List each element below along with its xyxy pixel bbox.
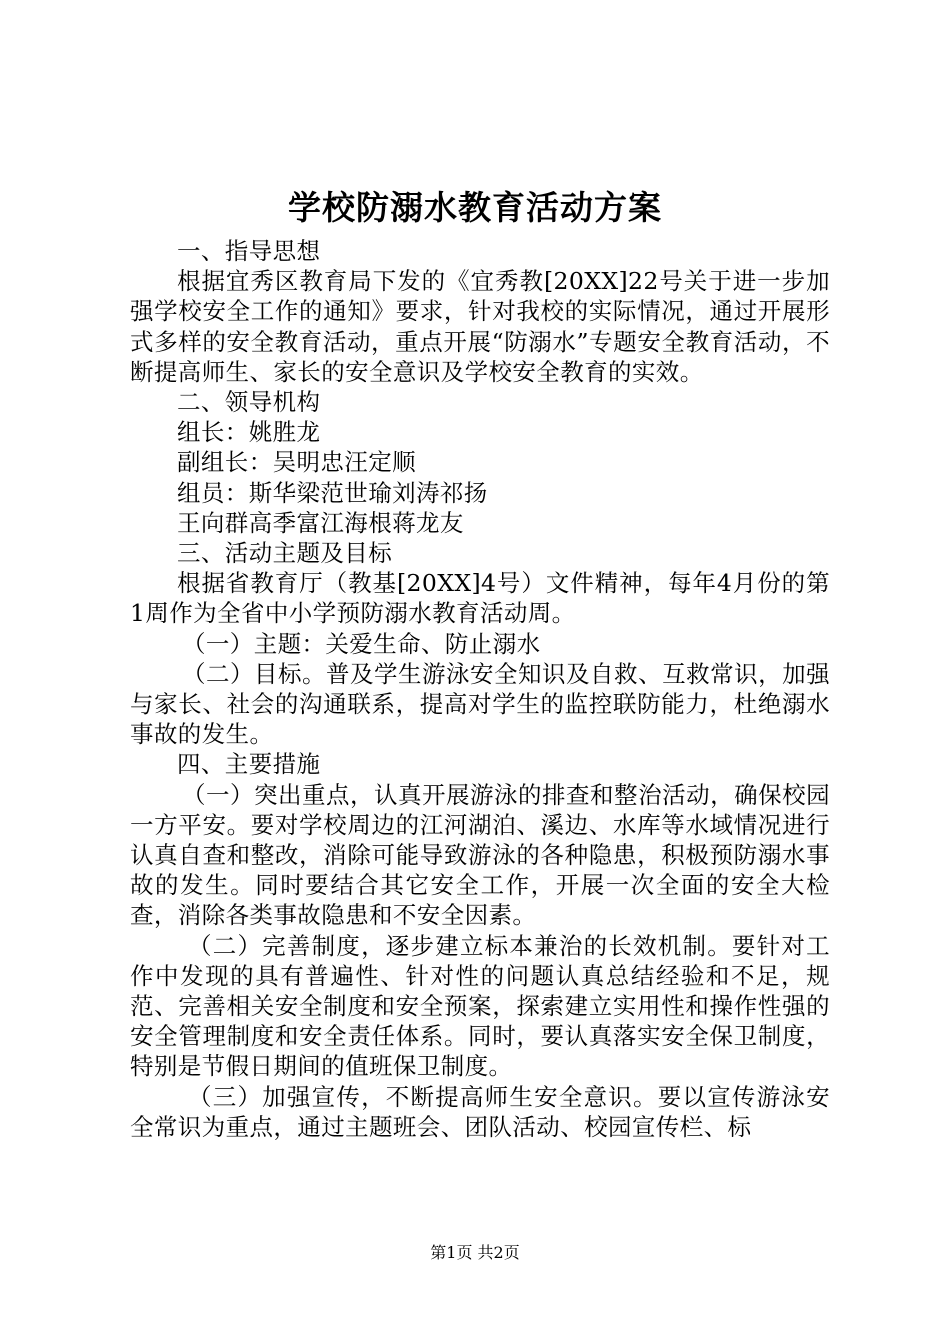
section-heading-leadership: 二、领导机构 (177, 388, 321, 417)
members-line-continued: 王向群高季富江海根蒋龙友 (177, 508, 464, 537)
section-heading-theme-goals: 三、活动主题及目标 (177, 539, 393, 568)
section-heading-guiding-ideology: 一、指导思想 (177, 237, 321, 265)
paragraph-guiding-ideology: 根据宜秀区教育局下发的《宜秀教[20XX]22号关于进一步加强学校安全工作的通知》要求，针对我校的实际情况，通过开展形式多样的安全教育活动，重点开展“防溺水”专题安全教育活动，不断提高师生、家长的安全意识及学校安全教育的实效。 (130, 267, 830, 386)
leader-line: 组长：姚胜龙 (177, 418, 321, 447)
document-body (130, 236, 830, 1142)
paragraph-theme-basis: 根据省教育厅（教基[20XX]4号）文件精神，每年4月份的第1周作为全省中小学预防溺水教育活动周。 (130, 569, 830, 628)
paragraph-measure-3: （三）加强宣传，不断提高师生安全意识。要以宣传游泳安全常识为重点，通过主题班会、团队活动、校园宣传栏、标 (130, 1082, 830, 1141)
paragraph-measure-1: （一）突出重点，认真开展游泳的排查和整治活动，确保校园一方平安。要对学校周边的江河湖泊、溪边、水库等水域情况进行认真自查和整改，消除可能导致游泳的各种隐患，积极预防溺水事故的发生。同时要结合其它安全工作，开展一次全面的安全大检查，消除各类事故隐患和不安全因素。 (130, 780, 830, 930)
paragraph-goals: （二）目标。普及学生游泳安全知识及自救、互救常识，加强与家长、社会的沟通联系，提高对学生的监控联防能力，杜绝溺水事故的发生。 (130, 659, 830, 749)
paragraph-theme: （一）主题：关爱生命、防止溺水 (182, 629, 541, 658)
section-heading-measures: 四、主要措施 (177, 750, 321, 779)
page-footer: 第1页 共2页 (430, 1243, 520, 1262)
members-line: 组员：斯华梁范世瑜刘涛祁扬 (177, 478, 488, 507)
deputy-leader-line: 副组长：吴明忠汪定顺 (177, 448, 416, 477)
document-title: 学校防溺水教育活动方案 (288, 188, 662, 227)
paragraph-measure-2: （二）完善制度，逐步建立标本兼治的长效机制。要针对工作中发现的具有普遍性、针对性的问题认真总结经验和不足，规范、完善相关安全制度和安全预案，探索建立实用性和操作性强的安全管理制度和安全责任体系。同时，要认真落实安全保卫制度，特别是节假日期间的值班保卫制度。 (130, 931, 830, 1081)
